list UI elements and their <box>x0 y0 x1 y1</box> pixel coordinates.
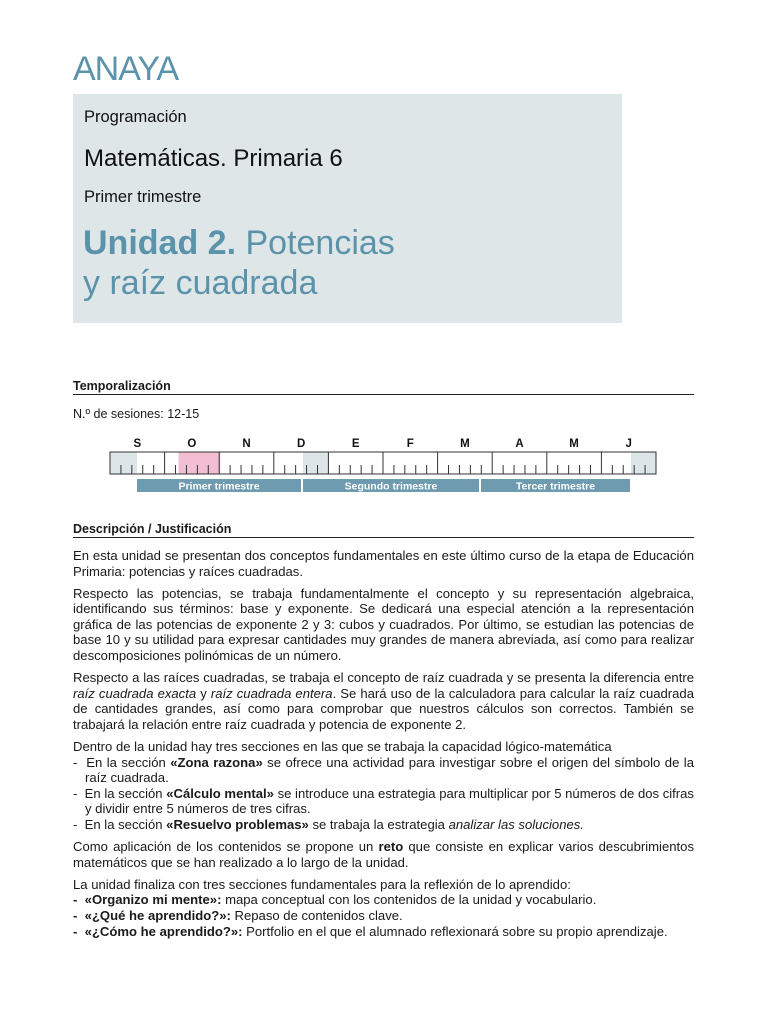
month-label: A <box>515 438 524 450</box>
document-type-label: Programación <box>84 108 187 126</box>
month-label: N <box>242 438 251 450</box>
list-item: - En la sección «Resuelvo problemas» se trabaja la estrategia analizar las soluciones. <box>73 817 584 832</box>
month-label: J <box>625 438 632 450</box>
unit-title-line-2: y raíz cuadrada <box>83 264 318 302</box>
unit-number: Unidad 2. <box>83 224 237 262</box>
paragraph-2: Respecto las potencias, se trabaja fundamentalmente el concepto y su representación algebraica, identificando sus términos: base y exponente. Se dedicará una especial atención a la representación gráfica de las potencias de exponente 2 y 3: cubos y cuadrados. Por último, se estudian las potencias de base 10 y su utilidad para expresar cantidades muy grandes de manera abreviada, así como para realizar descomposiciones polinómicas de un número. <box>73 585 694 664</box>
trimester-label: Tercer trimestre <box>515 480 596 493</box>
descripcion-heading: Descripción / Justificación <box>73 522 694 538</box>
month-label: M <box>569 438 579 450</box>
month-label: F <box>406 438 414 450</box>
month-label: O <box>187 438 197 450</box>
paragraph-6-intro: La unidad finaliza con tres secciones fundamentales para la reflexión de lo aprendido: <box>73 876 571 892</box>
paragraph-3: Respecto a las raíces cuadradas, se trabaja el concepto de raíz cuadrada y se presenta la diferencia entre raíz cuadrada exacta y raíz cuadrada entera. Se hará uso de la calculadora para calcular la raíz cuadrada de cantidades grandes, así como para comprobar que nuestros cálculos son correctos. También se trabajará la relación entre raíz cuadrada y potencia de exponente 2. <box>73 670 694 732</box>
list-item: - En la sección «Zona razona» se ofrece una actividad para investigar sobre el origen del símbolo de la raíz cuadrada. <box>73 754 694 786</box>
sessions-count: N.º de sesiones: 12-15 <box>73 407 200 421</box>
month-label: S <box>133 438 142 450</box>
month-label: D <box>296 438 306 450</box>
list-item: - «¿Qué he aprendido?»: Repaso de contenidos clave. <box>73 907 403 923</box>
month-label: M <box>460 438 470 450</box>
paragraph-1: En esta unidad se presentan dos conceptos fundamentales en este último curso de la etapa de Educación Primaria: potencias y raíces cuadradas. <box>73 548 694 579</box>
anaya-logo-text: ANAYA <box>73 52 179 82</box>
list-item: - En la sección «Cálculo mental» se introduce una estrategia para multiplicar por 5 números de dos cifras y dividir entre 5 números de tres cifras. <box>73 785 694 817</box>
unit-title-line-1: Potencias <box>245 224 395 262</box>
month-label: E <box>351 438 360 450</box>
term-label: Primer trimestre <box>84 188 202 206</box>
subject-title: Matemáticas. Primaria 6 <box>84 145 343 172</box>
trimester-label: Segundo trimestre <box>344 480 438 493</box>
paragraph-5: Como aplicación de los contenidos se propone un reto que consiste en explicar varios descubrimientos matemáticos que se han realizado a lo largo de la unidad. <box>73 839 694 870</box>
current-period-highlight <box>179 452 221 474</box>
vacation-shade <box>631 452 656 474</box>
paragraph-4-intro: Dentro de la unidad hay tres secciones en las que se trabaja la capacidad lógico-matemática <box>73 739 612 755</box>
trimester-label: Primer trimestre <box>178 480 260 493</box>
list-item: - «Organizo mi mente»: mapa conceptual con los contenidos de la unidad y vocabulario. <box>73 892 597 908</box>
description-body <box>73 548 694 939</box>
vacation-shade <box>110 452 137 474</box>
temporalizacion-heading: Temporalización <box>73 379 694 395</box>
list-item: - «¿Cómo he aprendido?»: Portfolio en el que el alumnado reflexionará sobre su propio aprendizaje. <box>73 923 668 939</box>
